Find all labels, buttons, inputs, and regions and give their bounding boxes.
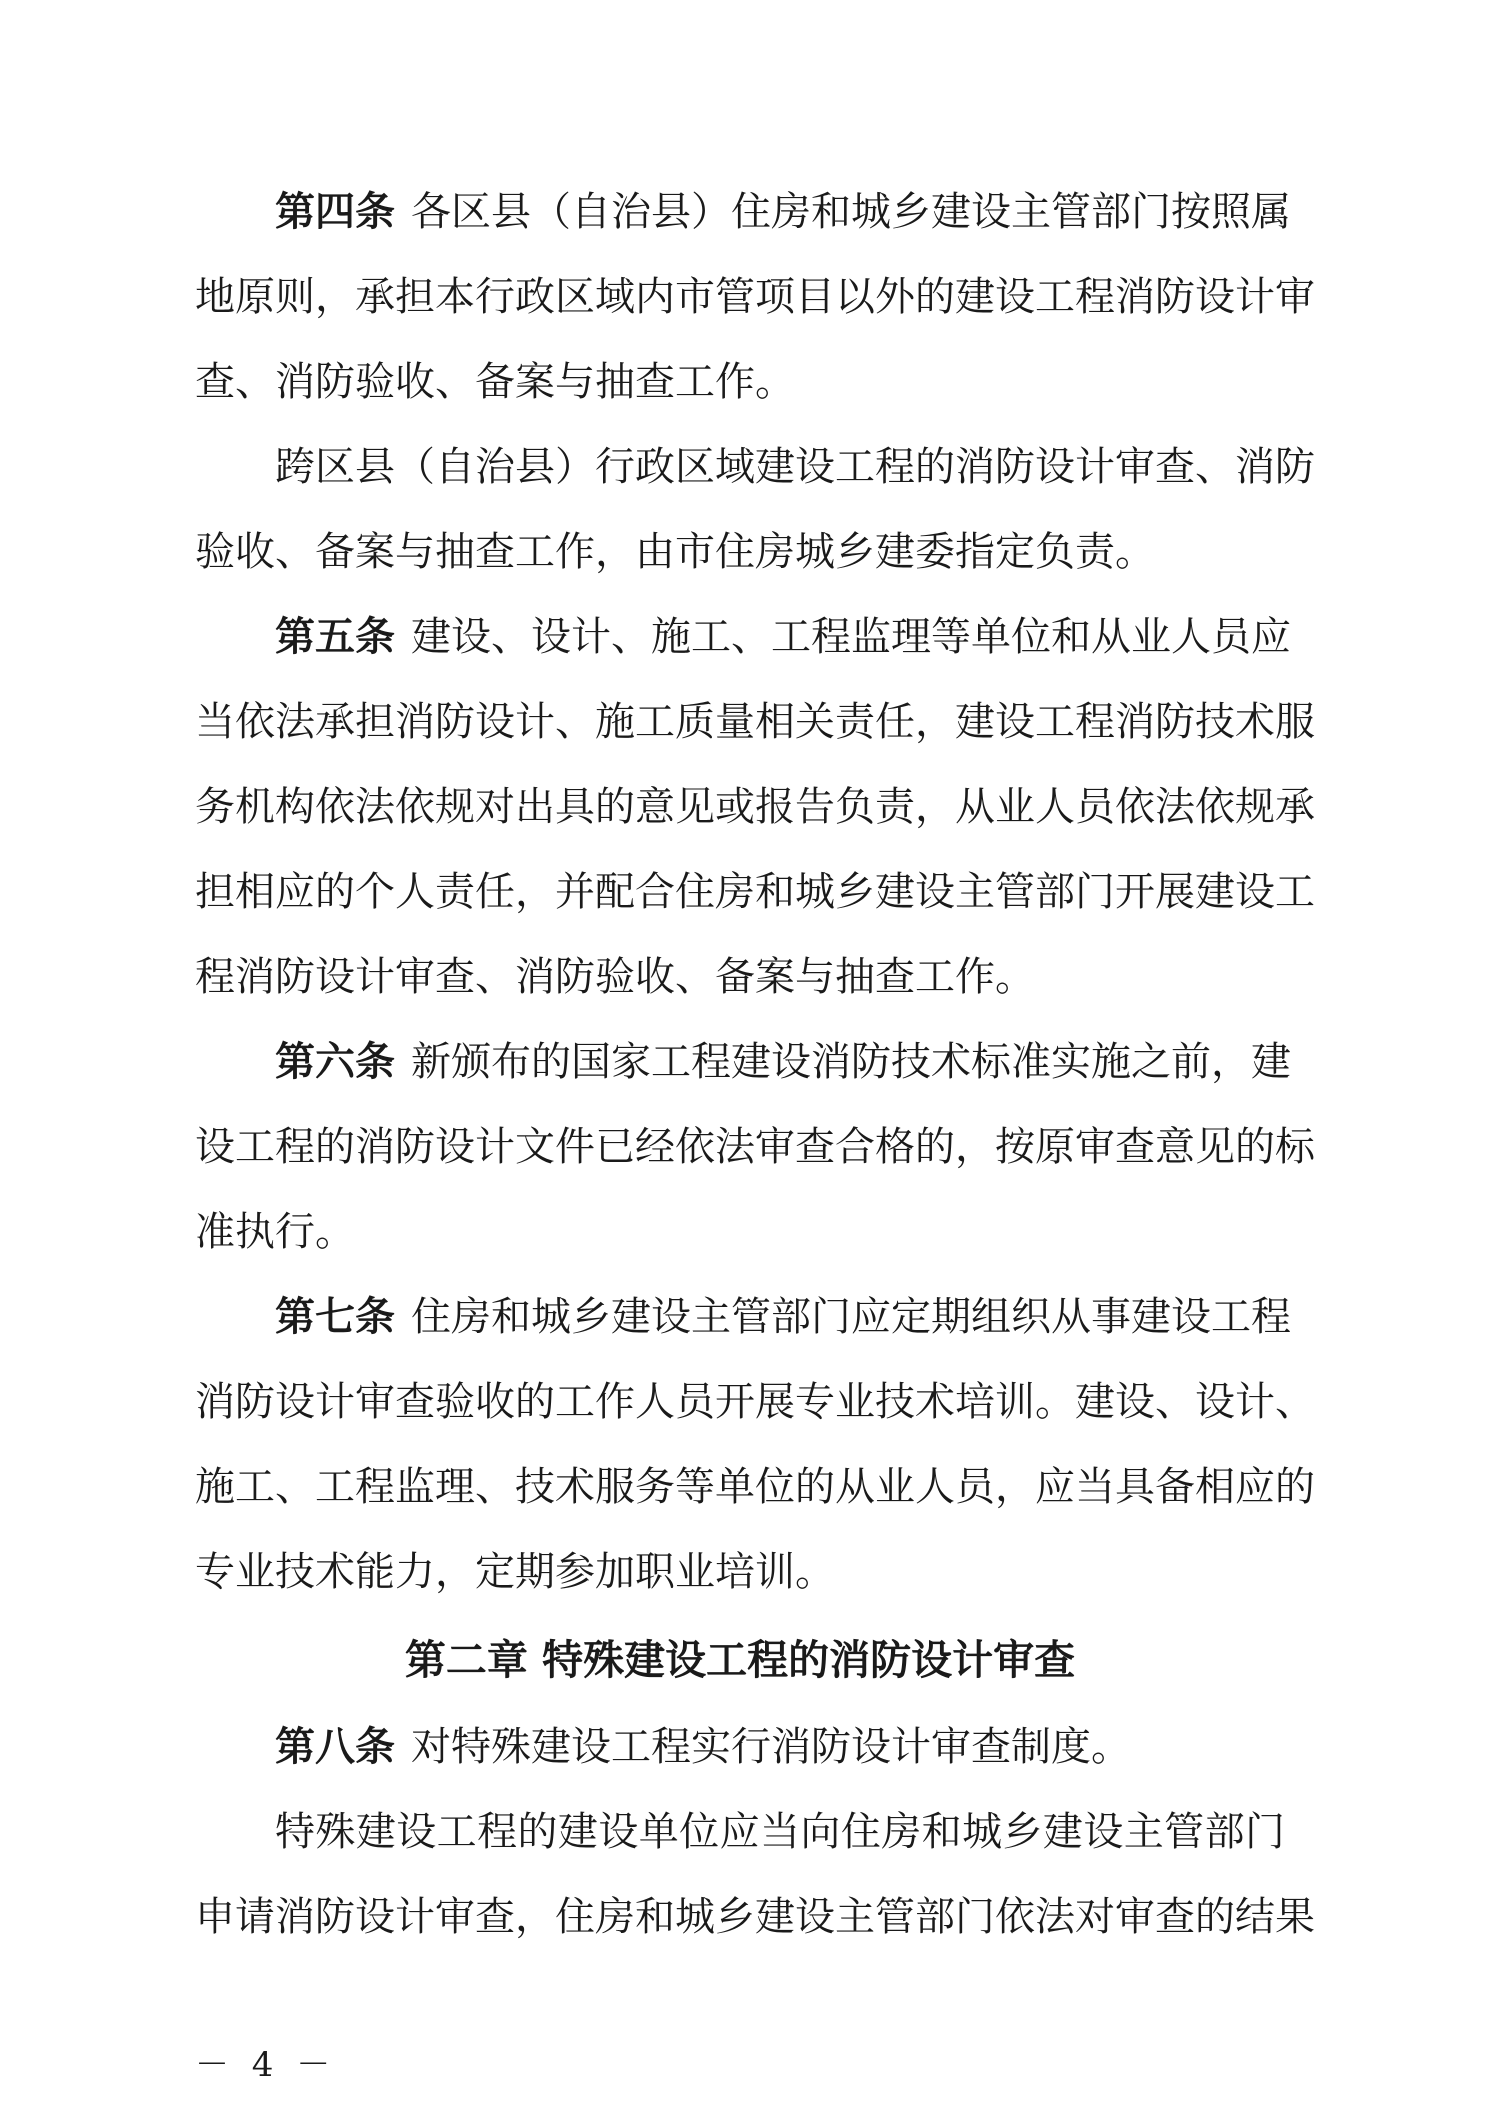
article-4-para-2-line-2: 验收、备案与抽查工作，由市住房城乡建委指定负责。 bbox=[195, 529, 1155, 575]
article-4-text: 各区县（自治县）住房和城乡建设主管部门按照属 bbox=[411, 189, 1291, 235]
article-5-line-4: 担相应的个人责任，并配合住房和城乡建设主管部门开展建设工 bbox=[195, 869, 1315, 915]
article-5-line-2: 当依法承担消防设计、施工质量相关责任，建设工程消防技术服 bbox=[195, 699, 1315, 745]
article-5-text: 建设、设计、施工、工程监理等单位和从业人员应 bbox=[411, 614, 1291, 660]
article-4-line-2: 地原则，承担本行政区域内市管项目以外的建设工程消防设计审 bbox=[195, 274, 1315, 320]
article-6-line-1 bbox=[275, 1020, 1291, 1104]
page-number: － 4 － bbox=[195, 2045, 337, 2085]
article-7-text: 住房和城乡建设主管部门应定期组织从事建设工程 bbox=[411, 1294, 1291, 1340]
article-8-label: 第八条 bbox=[275, 1723, 395, 1770]
article-7-line-4: 专业技术能力，定期参加职业培训。 bbox=[195, 1549, 835, 1595]
article-7-line-3: 施工、工程监理、技术服务等单位的从业人员，应当具备相应的 bbox=[195, 1464, 1315, 1510]
article-7-line-2: 消防设计审查验收的工作人员开展专业技术培训。建设、设计、 bbox=[195, 1379, 1315, 1425]
article-5-line-1 bbox=[275, 595, 1291, 679]
article-7-label: 第七条 bbox=[275, 1293, 395, 1340]
article-6-line-3: 准执行。 bbox=[195, 1209, 355, 1255]
article-8-line-1 bbox=[275, 1705, 1285, 1789]
article-8-text: 对特殊建设工程实行消防设计审查制度。 bbox=[411, 1724, 1131, 1770]
article-5-label: 第五条 bbox=[275, 613, 395, 660]
article-8-para-2-line-1: 特殊建设工程的建设单位应当向住房和城乡建设主管部门 bbox=[275, 1809, 1285, 1855]
article-5-line-5: 程消防设计审查、消防验收、备案与抽查工作。 bbox=[195, 954, 1035, 1000]
article-4-label: 第四条 bbox=[275, 188, 395, 235]
article-4-para-2-line-1: 跨区县（自治县）行政区域建设工程的消防设计审查、消防 bbox=[275, 444, 1315, 490]
article-8-para-2-line-2: 申请消防设计审查，住房和城乡建设主管部门依法对审查的结果 bbox=[195, 1894, 1315, 1940]
article-6-label: 第六条 bbox=[275, 1038, 395, 1085]
article-7-line-1 bbox=[275, 1275, 1291, 1359]
article-4-line-1 bbox=[275, 170, 1291, 254]
article-6-line-2: 设工程的消防设计文件已经依法审查合格的，按原审查意见的标 bbox=[195, 1124, 1315, 1170]
article-4-line-3: 查、消防验收、备案与抽查工作。 bbox=[195, 359, 795, 405]
chapter-2-heading: 第二章 特殊建设工程的消防设计审查 bbox=[404, 1636, 1076, 1684]
article-5-line-3: 务机构依法依规对出具的意见或报告负责，从业人员依法依规承 bbox=[195, 784, 1315, 830]
article-6-text: 新颁布的国家工程建设消防技术标准实施之前，建 bbox=[411, 1039, 1291, 1085]
